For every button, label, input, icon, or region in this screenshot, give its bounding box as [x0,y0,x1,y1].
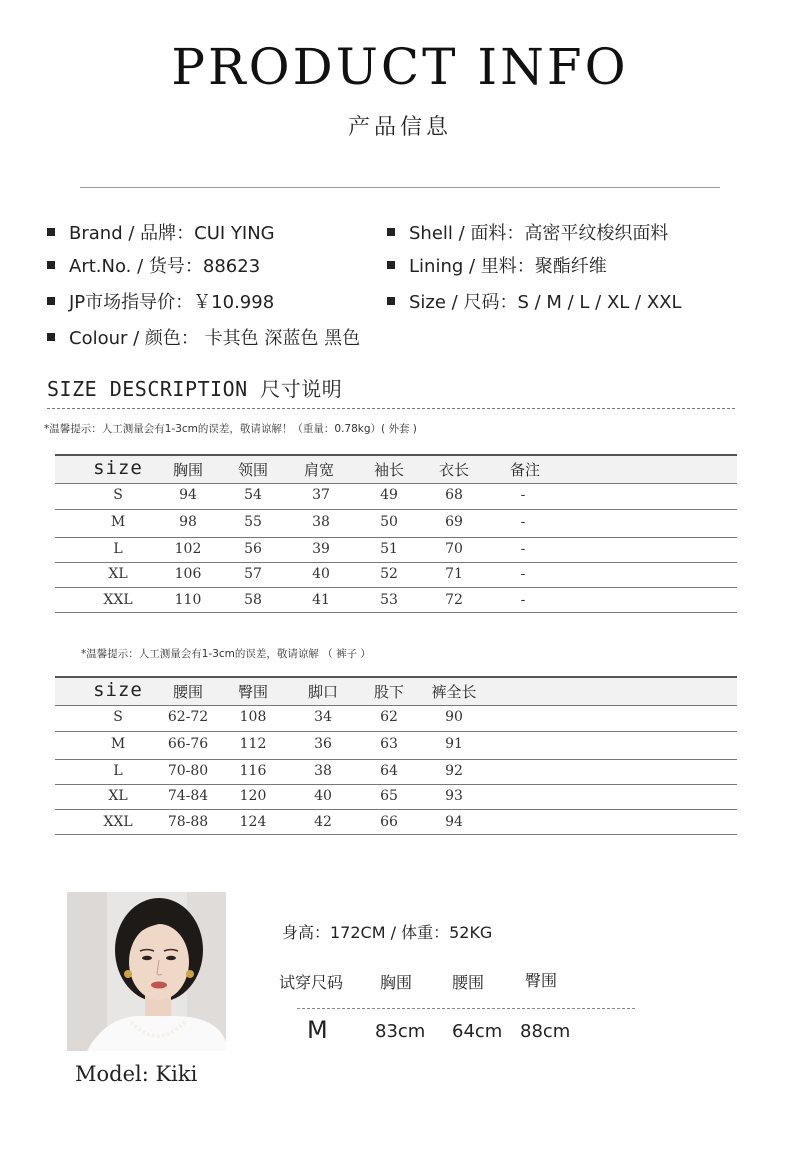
fit-value-bust: 83cm [375,1021,426,1042]
table-cell: 72 [445,592,463,608]
size-cell: XXL [103,814,133,830]
fit-header-size: 试穿尺码 [279,973,344,992]
measurement-note-jacket: *温馨提示：人工测量会有1-3cm的误差，敬请谅解！（重量：0.78kg）( 外套 ) [44,423,417,435]
table-header-row [55,676,737,706]
model-name: Model: Kiki [75,1062,198,1086]
table-cell: 69 [445,514,463,530]
info-item-lining [387,252,607,278]
table-cell: 51 [380,541,398,557]
table-cell: 93 [445,788,463,804]
table-cell: 38 [312,514,330,530]
size-cell: M [110,514,126,530]
divider [80,187,720,188]
measurement-note-pants: *温馨提示：人工测量会有1-3cm的误差，敬请谅解 （ 裤子 ） [81,648,371,660]
table-cell: 62-72 [167,709,209,725]
info-item-shell [387,219,668,245]
square-bullet-icon [387,297,395,305]
table-row [55,562,737,588]
square-bullet-icon [387,261,395,269]
table-cell: 110 [174,592,202,608]
table-cell: 70-80 [167,763,209,779]
table-cell: 68 [445,487,463,503]
table-cell: 53 [380,592,398,608]
table-row [55,809,737,835]
info-text: JP市场指导价：￥10.998 [69,292,275,313]
table-cell: 116 [239,763,267,779]
table-row [55,587,737,613]
table-cell: 56 [244,541,262,557]
table-cell: 66 [380,814,398,830]
table-cell: 94 [445,814,463,830]
table-cell: 106 [174,566,202,582]
size-cell: XL [108,566,128,582]
table-header-cell: size [93,679,143,701]
info-item-colour [47,324,360,350]
table-cell: - [520,541,526,557]
table-cell: 41 [312,592,330,608]
info-item-brand [47,219,275,245]
size-cell: L [113,763,123,779]
table-cell: 124 [239,814,267,830]
jacket-size-table [55,454,737,614]
size-cell: M [110,736,126,752]
info-item-art-no [47,252,260,278]
table-cell: 91 [445,736,463,752]
table-cell: 63 [380,736,398,752]
page-title: PRODUCT INFO [171,38,629,96]
table-header-cell: size [93,457,143,479]
table-cell: 78-88 [167,814,209,830]
table-header-cell: 臀围 [237,683,269,701]
table-cell: 49 [380,487,398,503]
table-cell: - [520,514,526,530]
fit-header-waist: 腰围 [452,973,485,992]
table-row [55,784,737,810]
table-header-cell: 裤全长 [431,683,477,701]
table-row [55,731,737,760]
table-cell: 64 [380,763,398,779]
table-cell: 71 [445,566,463,582]
table-row [55,483,737,510]
table-header-cell: 肩宽 [303,461,335,479]
info-text: Art.No. / 货号：88623 [69,256,261,277]
table-row [55,759,737,785]
table-header-row [55,454,737,484]
info-text: Colour / 颜色： 卡其色 深蓝色 黑色 [69,328,361,349]
table-cell: - [520,566,526,582]
table-row [55,705,737,732]
table-cell: 70 [445,541,463,557]
fit-header-hip: 臀围 [525,971,558,990]
pants-size-table [55,676,737,836]
table-cell: 62 [380,709,398,725]
size-cell: XL [108,788,128,804]
table-header-cell: 袖长 [373,461,405,479]
table-cell: - [520,487,526,503]
model-photo [67,892,226,1051]
fit-value-hip: 88cm [520,1021,571,1042]
table-cell: 34 [314,709,332,725]
size-cell: S [113,487,123,503]
table-header-cell: 胸围 [172,461,204,479]
table-header-cell: 股下 [373,683,405,701]
table-cell: 38 [314,763,332,779]
model-portrait-icon [67,892,226,1051]
table-cell: - [520,592,526,608]
table-cell: 65 [380,788,398,804]
table-cell: 57 [244,566,262,582]
table-cell: 37 [312,487,330,503]
info-text: Shell / 面料：高密平纹梭织面料 [409,223,669,244]
table-header-cell: 衣长 [438,461,470,479]
table-cell: 42 [314,814,332,830]
info-item-price [47,288,274,314]
table-cell: 112 [239,736,267,752]
table-cell: 40 [312,566,330,582]
table-row [55,509,737,538]
square-bullet-icon [47,228,55,236]
table-header-cell: 领围 [237,461,269,479]
fit-header-bust: 胸围 [380,973,413,992]
info-text: Lining / 里料：聚酯纤维 [409,256,607,277]
table-cell: 92 [445,763,463,779]
table-cell: 39 [312,541,330,557]
table-cell: 36 [314,736,332,752]
size-cell: L [113,541,123,557]
fit-value-size: M [307,1016,328,1044]
table-cell: 102 [174,541,202,557]
size-cell: S [113,709,123,725]
table-cell: 98 [179,514,197,530]
table-cell: 55 [244,514,262,530]
table-header-cell: 备注 [509,461,541,479]
square-bullet-icon [387,228,395,236]
info-text: Size / 尺码：S / M / L / XL / XXL [409,292,682,313]
table-cell: 54 [244,487,262,503]
table-cell: 94 [179,487,197,503]
info-item-size [387,288,682,314]
table-cell: 74-84 [167,788,209,804]
model-stats: 身高：172CM / 体重：52KG [282,923,493,942]
size-cell: XXL [103,592,133,608]
table-cell: 52 [380,566,398,582]
dashed-divider [47,408,735,409]
table-cell: 50 [380,514,398,530]
table-cell: 108 [239,709,267,725]
page-subtitle: 产品信息 [347,115,452,140]
dashed-divider [297,1008,635,1009]
table-cell: 120 [239,788,267,804]
table-cell: 90 [445,709,463,725]
info-text: Brand / 品牌：CUI YING [69,223,275,244]
table-cell: 66-76 [167,736,209,752]
table-header-cell: 腰围 [172,683,204,701]
table-row [55,537,737,563]
size-section-heading: SIZE DESCRIPTION 尺寸说明 [47,377,343,401]
table-cell: 58 [244,592,262,608]
square-bullet-icon [47,297,55,305]
square-bullet-icon [47,261,55,269]
square-bullet-icon [47,333,55,341]
table-header-cell: 脚口 [307,683,339,701]
fit-value-waist: 64cm [452,1021,503,1042]
table-cell: 40 [314,788,332,804]
